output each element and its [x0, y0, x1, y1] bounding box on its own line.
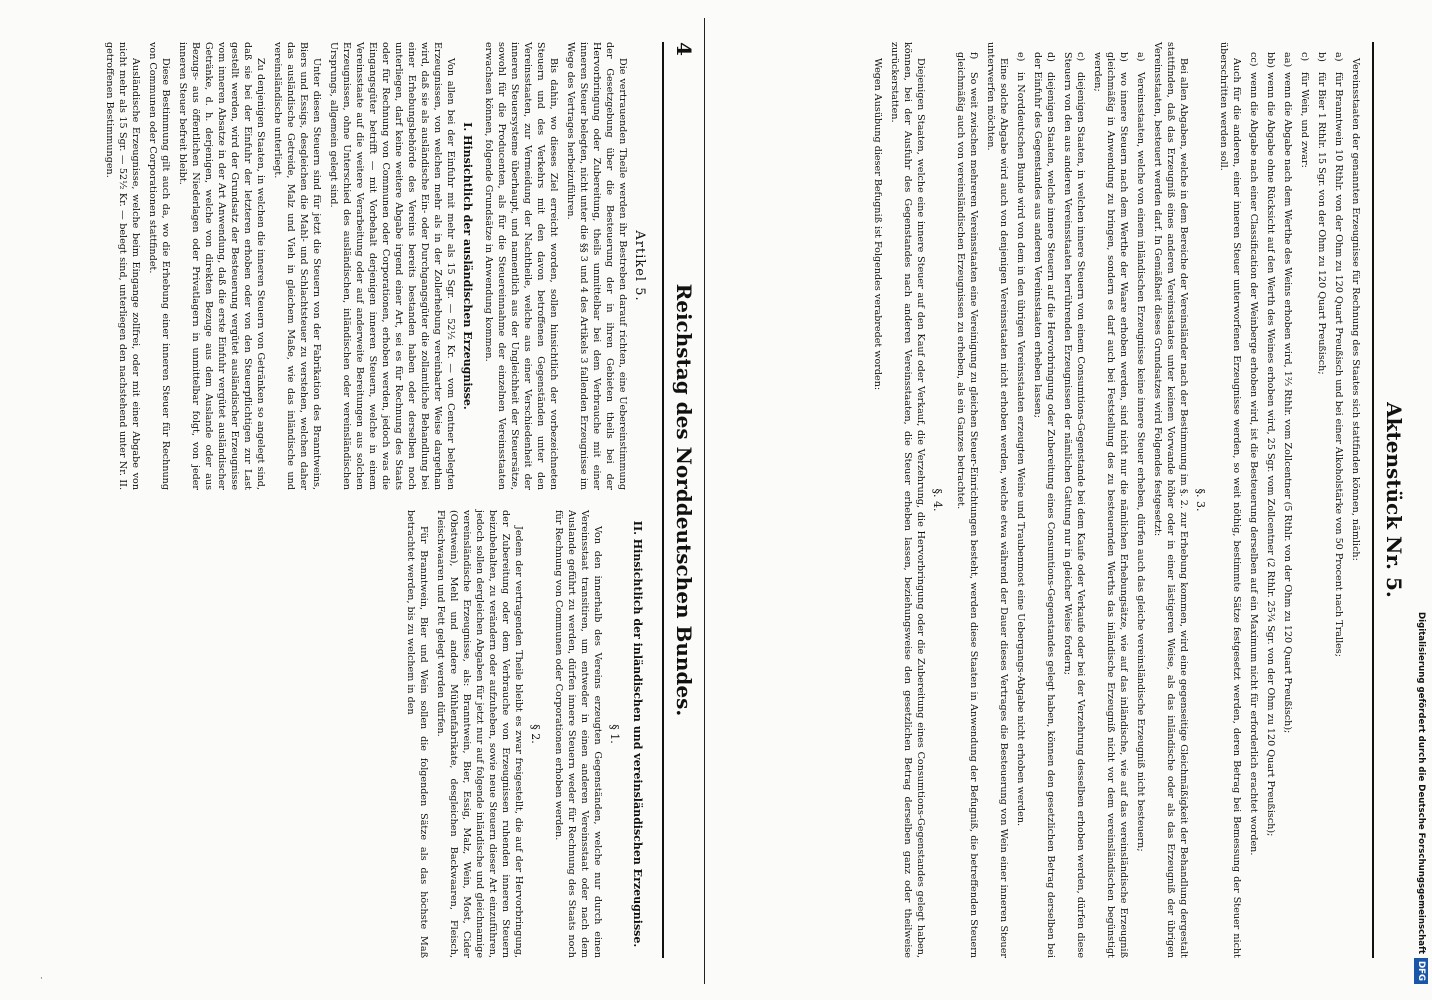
list-item [1247, 52, 1260, 958]
list-item-text: diejenigen Staaten, in welchen innere Steuern von einem Consumtions-Gegenstande bei dem Kaufe oder Verkaufe oder bei der Verzehrung desselben erhoben werden, dürfen diese Steuern von den aus anderen Vereinsstaaten herrührenden Erzeugnissen der nämlichen Gattung nur in gleicher Weise fordern; [1062, 52, 1086, 958]
list-item-label: a) [1333, 52, 1344, 62]
header-title: Reichstag des Norddeutschen Bundes. [672, 283, 696, 717]
list-item-text: für Bier 1 Rthlr. 15 Sgr. von der Ohm zu 120 Quart Preußisch; [1316, 72, 1327, 375]
list-item-label: cc) [1248, 52, 1259, 67]
left-page [64, 20, 704, 980]
dfg-logo: DFG [1414, 958, 1428, 984]
list-item [954, 52, 980, 958]
body-paragraph: Von allen bei der Einfuhr mit mehr als 15 Sgr. — 52½ Kr. — vom Centner belegten Erzeugnissen, von welchen mehr als in der Zollerhebung vereinbarter Weise dargethan wird, daß sie als ausländische Ein- oder Durchgangsgüter die zollamtliche Behandlung bei einer Erhebungsbehörde des Vereins bereits bestanden haben oder derselben noch unterliegen, darf keine weitere Abgabe irgend einer Art, sei es für Rechnung des Staats oder für Rechnung von Communen oder Corporationen, erhoben werden, jedoch was die Eingangsgüter betrifft — mit Vorbehalt derjenigen inneren Steuern, welche in einem Vereinsstaate auf die weitere Verarbeitung oder auf anderweite Bereitungen aus solchen Erzeugnissen, ohne Unterschied des ausländischen, inländischen oder vereinsländischen Ursprungs, allgemein gelegt sind. [328, 42, 456, 490]
running-header-right [1372, 42, 1414, 958]
body-paragraph: Bis dahin, wo dieses Ziel erreicht worden, sollen hinsichtlich der vorbezeichneten Steuern und des Verkehrs mit den davon betroffenen Gegenständen unter den Vereinsstaaten, zur Vermeidung der Nachtheile, welche aus einer Verschiedenheit der inneren Steuersysteme überhaupt, und namentlich aus der Ungleichheit der Steuersätze, sowohl für die Producenten, als für die Steuereinnahme der einzelnen Vereinsstaaten erwachsen können, folgende Grundsätze in Anwendung kommen. [483, 42, 559, 490]
paragraph-number: §. 3. [1194, 488, 1207, 512]
body-paragraph: Diejenigen Staaten, welche eine innere Steuer auf den Kauf oder Verkauf, die Verzehrung, die Hervorbringung oder die Zubereitung eines Consumtions-Gegenstandes gelegt haben, können, bei der Ausfuhr des Gegenstandes nach anderen Vereinsstaaten, die Steuer erheben lassen, beziehungsweise den gesetzlichen Betrag derselben ganz oder theilweise zurückerstatten. [889, 42, 926, 958]
page-number: 4 [672, 42, 696, 56]
center-gutter-line [704, 18, 705, 984]
body-paragraph: Auch für die anderen, einer inneren Steuer unterworfenen Erzeugnisse werden, so weit nöthig, bestimmte Sätze festgesetzt werden, deren Betrag bei Bemessung der Steuer nicht überschritten werden soll. [1218, 42, 1242, 958]
article-heading: Artikel 5. [632, 230, 647, 302]
paragraph-number: § 2. [529, 724, 542, 744]
body-paragraph: Die vertrauenden Theile werden ihr Bestreben darauf richten, eine Uebereinstimmung der Gesetzgebung über die Besteuerung der in ihren Gebieten theils bei der Hervorbringung oder Zubereitung, theils unmittelbar bei dem Verbrauche mit einer inneren Steuer belegten, nicht unter die §§ 3 und 4 des Artikels 3 fallenden Erzeugnisse im Wege des Vertrages herbeizuführen. [565, 42, 628, 490]
list-item [1031, 52, 1057, 958]
body-paragraph: Von den innerhalb des Vereins erzeugten Gegenständen, welche nur durch einen Vereinsstaat transitiren, um entweder in einen anderen Vereinsstaat oder nach dem Auslande geführt zu werden, dürfen innere Steuern weder für Rechnung des Staats noch für Rechnung von Communen oder Corporationen erhoben werden. [553, 510, 603, 958]
body-paragraph: Für Branntwein, Bier und Wein sollen die folgenden Sätze als das höchste Maß betrachtet werden, bis zu welchem in den [405, 510, 429, 958]
body-paragraph: Diese Bestimmung gilt auch da, wo die Erhebung einer inneren Steuer für Rechnung von Communen oder Corporationen stattfindet. [147, 42, 171, 490]
body-paragraph: Zu denjenigen Staaten, in welchen die inneren Steuern von Getränken so angelegt sind, daß sie bei der Einfuhr der letzteren erhoben oder von den Steuerpflichtigen zur Last gestellt werden, wird der Grundsatz der Besteuerung vergütet ausländischer Erzeugnisse vom inneren Absatze in der Art Anwendung, daß die erste Einfuhr vergütet ausländischer Getränke, d. h. derjenigen, welche von direkten Bezuge aus dem Auslande oder aus Bezugs- aus öffentlichen Niederlagen oder Privatlagern in unmittelbar folgt, von jeder inneren Steuer befreit bleibt. [177, 42, 266, 490]
list-item [1014, 52, 1027, 958]
running-header [662, 42, 704, 958]
credit-text: Digitalisierung gefördert durch die Deutsche Forschungsgemeinschaft [1416, 612, 1426, 954]
body-paragraph: Bei allen Abgaben, welche in dem Bereiche der Vereinsländer nach der Bestimmung im §. 2. zur Erhebung kommen, wird eine gegenseitige Gleichmäßigkeit der Behandlung dergestalt stattfinden, daß das Erzeugniß eines anderen Vereinsstaates unter keinem Vorwande höher oder in einer lästigeren Weise, als das inländische oder als das Erzeugniß der übrigen Vereinsstaaten, besteuert werden darf. In Gemäßheit dieses Grundsatzes wird Folgendes festgesetzt: [1152, 42, 1189, 958]
list-item [1298, 52, 1311, 958]
list-item [1264, 52, 1277, 958]
list-item-text: diejenigen Staaten, welche innere Steuern auf die Hervorbringung oder Zubereitung eines Consumtions-Gegenstandes gelegt haben, können den gesetzlichen Betrag derselben bei der Einfuhr des Gegenstandes aus anderen Vereinsstaaten erheben lassen; [1032, 52, 1056, 958]
body-paragraph: Ausländische Erzeugnisse, welche beim Eingange zollfrei, oder mit einer Abgabe von nicht mehr als 15 Sgr. — 52½ Kr. — belegt sind, unterliegen den nachstehend unter Nr. II. getroffenen Bestimmungen. [104, 42, 141, 490]
list-item-label: aa) [1282, 52, 1293, 68]
right-page [774, 20, 1414, 980]
list-item-text: So weit zwischen mehreren Vereinsstaaten eine Vereinigung zu gleichen Steuer-Einrichtungen besteht, werden diese Staaten in Anwendung der Befugniß, die betreffenden Steuern gleichmäßig auch von vereinsländischen Erzeugnissen zu erheben, als ein Ganzes betrachtet. [955, 52, 979, 958]
scan-mark: · [40, 974, 43, 984]
list-item-text: wenn die Abgabe ohne Rücksicht auf den Werth des Weines erhoben wird, 25 Sgr. vom Zollcentner (2 Rthlr. 25¾ Sgr. von der Ohm zu 120 Quart Preußisch); [1265, 72, 1276, 837]
list-item-label: b) [1316, 52, 1327, 62]
list-item-label: a) [1135, 52, 1146, 62]
list-item-label: c) [1075, 52, 1086, 62]
right-page-column [867, 42, 1362, 958]
list-item-text: für Branntwein 10 Rthlr. von der Ohm zu 120 Quart Preußisch und bei einer Alkoholstärke von 50 Procent nach Tralles; [1333, 72, 1344, 657]
paragraph-number: § 1. [608, 724, 621, 744]
digitization-credit [1414, 24, 1428, 984]
section-heading: II. Hinsichtlich der inländischen und vereinsländischen Erzeugnisse. [631, 520, 644, 948]
list-item-label: b) [1118, 52, 1129, 62]
header-title-right: Aktenstück Nr. 5. [1382, 402, 1406, 598]
list-item-label: f) [968, 52, 979, 60]
list-item-text: wenn die Abgabe nach einer Classification der Weinberge erhoben wird, ist die Besteuerung derselben auf ein Maximum nicht für erforderlich erachtet worden. [1248, 72, 1259, 856]
list-item [1091, 52, 1130, 958]
list-item-label: c) [1299, 52, 1310, 62]
list-item [1281, 52, 1294, 958]
list-item-text: Vereinsstaaten, welche von einem inländischen Erzeugnisse keine innere Steuer erheben, dürfen auch das gleiche vereinsländische Erzeugniß nicht besteuern; [1135, 72, 1146, 852]
list-item-text: wo innere Steuern nach dem Werthe der Waare erhoben werden, sind nicht nur die nämlichen Erhebungsätze, wie auf das inländische, wie auf das vereinsländische Erzeugniß gleichmäßig in Anwendung zu bringen, sondern es darf auch bei Feststellung des zu besteuernden Werths das inländische Erzeugniß nicht vor dem vereinsländischen begünstigt werden; [1092, 52, 1129, 958]
list-item [1315, 52, 1328, 958]
body-paragraph: Jedem der vertragenden Theile bleibt es zwar freigestellt, die auf der Hervorbringung, der Zubereitung oder dem Verbrauche von Erzeugnissen ruhenden inneren Steuern beizubehalten, zu verändern oder aufzuheben, sowie neue Steuern dieser Art einzuführen, jedoch sollen dergleichen Abgaben für jetzt nur auf folgende inländische und gleichnamige vereinsländische Erzeugnisse, als: Branntwein, Bier, Essig, Malz, Wein, Most, Cider (Obstwein), Mehl und andere Mühlenfabrikate, desgleichen Backwaaren, Fleisch, Fleischwaaren und Fett gelegt werden dürfen. [435, 510, 524, 958]
list-item-text: in Norddeutschen Bunde wird von dem in den übrigen Vereinsstaaten erzeugten Weine und Traubenmost eine Uebergangs-Abgabe nicht erhoben werden. [1015, 72, 1026, 827]
list-item [1134, 52, 1147, 958]
list-item-label: bb) [1265, 52, 1276, 69]
left-page-column-1 [99, 42, 652, 490]
list-item-text: wenn die Abgabe nach dem Werthe des Weins erhoben wird, 1⅔ Rthlr. vom Zollcentner (5 Rthlr. von der Ohm zu 120 Quart Preußisch); [1282, 72, 1293, 734]
body-paragraph: Eine solche Abgabe wird auch von denjenigen Vereinsstaaten nicht erhoben werden, welche etwa während der Dauer dieses Vertrages die Besteuerung von Wein einer inneren Steuer unterwerfen möchten. [985, 42, 1009, 958]
left-page-column-2 [99, 510, 652, 958]
list-item [1332, 52, 1345, 958]
list-item-label: d) [1045, 52, 1056, 62]
section-heading: I. Hinsichtlich der ausländischen Erzeugnisse. [461, 122, 474, 410]
list-item-label: e) [1015, 52, 1026, 62]
list-item [1061, 52, 1087, 958]
paragraph-number: §. 4. [931, 488, 944, 512]
list-item-text: für Wein, und zwar: [1299, 72, 1310, 168]
body-paragraph: Vereinsstaaten der genannten Erzeugnisse für Rechnung des Staates sich stattfinden können, nämlich: [1350, 58, 1361, 561]
body-paragraph: Unter diesen Steuern sind für jetzt die Steuern von der Fabrikation des Branntweins, Biers und Essigs, desgleichen die Mahl- und Schlachtsteuer zu verstehen, welchen daher das ausländische Getreide, Malz und Vieh in gleichem Maße, wie das inländische und vereinsländische unterliegt. [272, 42, 322, 490]
body-paragraph: Wegen Ausübung dieser Befugniß ist Folgendes verabredet worden: [872, 58, 883, 391]
